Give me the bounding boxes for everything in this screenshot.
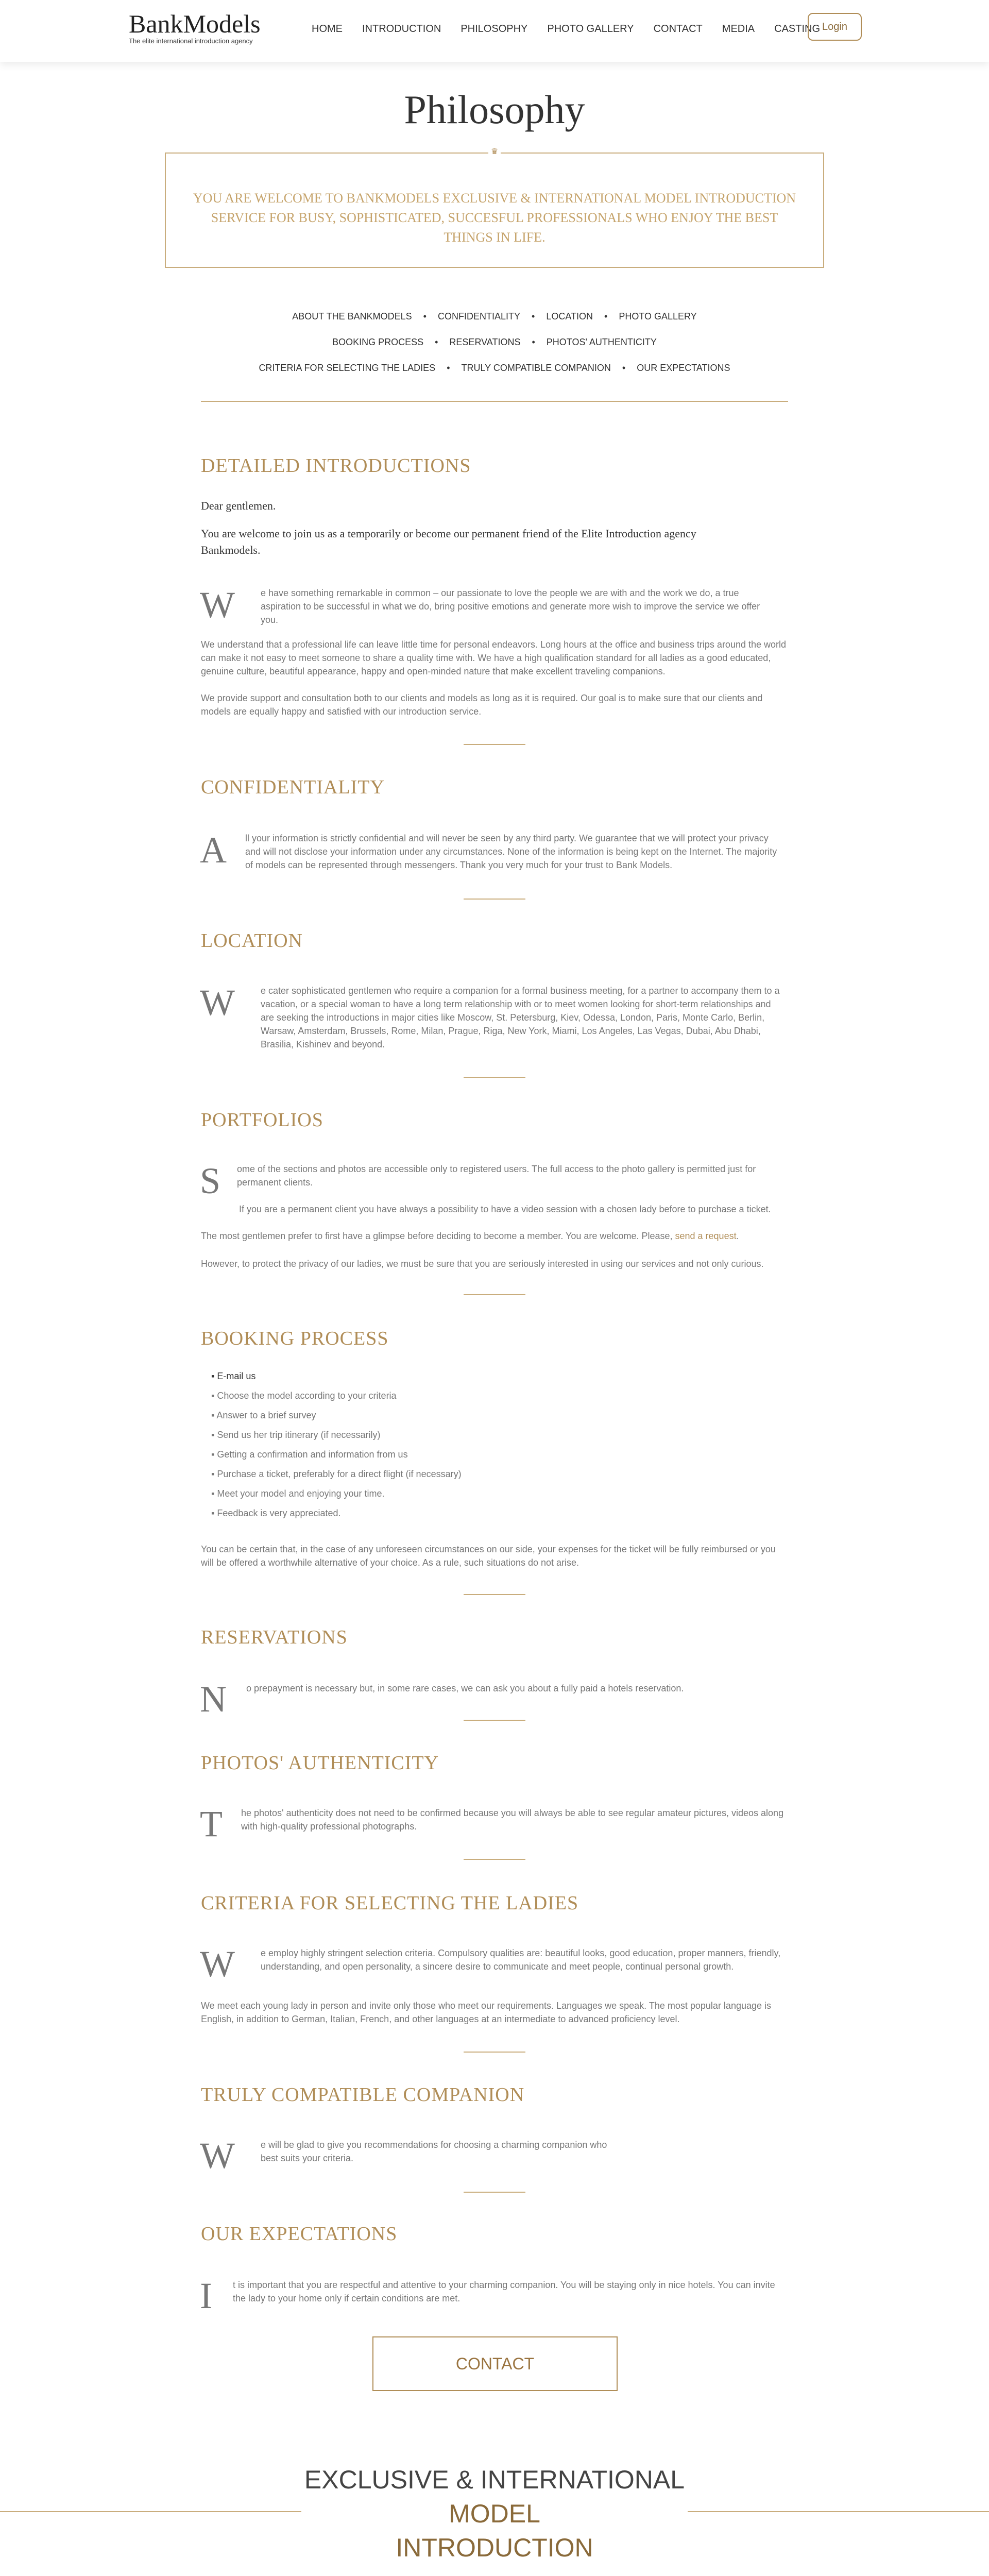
lead-text: You are welcome to join us as a temporarily or become our permanent friend of the Elite Introduction agency Bankmodels. [201,527,696,556]
nav-introduction[interactable]: INTRODUCTION [362,23,441,35]
drop-cap: N [200,1679,227,1720]
nav-home[interactable]: HOME [312,23,343,35]
drop-cap: I [200,2275,212,2316]
paragraph: We provide support and consultation both to our clients and models as long as it is required. Our goal is to make sure that our clients and models are equally happy and satisfied with our introduction service. [201,693,763,717]
section-title-reservations: RESERVATIONS [201,1626,348,1648]
toc-photo-gallery[interactable]: PHOTO GALLERY [619,311,697,321]
paragraph: You can be certain that, in the case of any unforeseen circumstances on our side, your expenses for the ticket will be fully reimbursed or you will be offered a worthwhile alternative of your choice. As a rule, such situations do not arise. [201,1544,776,1568]
list-item-text: Choose the model according to your criteria [217,1391,397,1401]
section-separator [464,2052,525,2053]
paragraph: We meet each young lady in person and invite only those who meet our requirements. Languages we speak. The most popular language is English, in addition to German, Italian, French, and other languages at an intermediate to advanced proficiency level. [201,2001,772,2024]
section-separator [464,1077,525,1078]
list-item: ▪ Choose the model according to your criteria [211,1391,397,1401]
list-item: ▪ E-mail us [211,1371,256,1381]
paragraph: e employ highly stringent selection criteria. Compulsory qualities are: beautiful looks, good education, proper manners, friendly, understanding, and open personality, a sincere desire to communicate and meet people, continual personal growth. [261,1948,781,1972]
bullet-icon: • [532,311,535,321]
site-header [0,0,989,62]
nav-philosophy[interactable]: PHILOSOPHY [461,23,528,35]
section-title-detailed: DETAILED INTRODUCTIONS [201,455,471,477]
bullet-icon: • [447,363,450,373]
drop-cap: A [200,829,227,871]
paragraph: e cater sophisticated gentlemen who require a companion for a formal business meeting, for a partner to accompany them to a vacation, or a special woman to have a long term relationship with or to meet women looking for short-term relationships and are seeking the introductions in major cities like Moscow, St. Petersburg, Kiev, Odessa, London, Paris, Monte Carlo, Berlin, Warsaw, Amsterdam, Brussels, Rome, Milan, Prague, Riga, New York, Miami, Los Angeles, Las Vegas, Dubai, Abu Dhabi, Brasilia, Kishinev and beyond. [261,986,780,1049]
banner-line-3: INTRODUCTION [396,2533,593,2562]
drop-cap: W [200,2135,235,2176]
nav-casting[interactable]: CASTING [774,23,821,35]
list-item: ▪ Answer to a brief survey [211,1410,316,1420]
list-item: ▪ Purchase a ticket, preferably for a direct flight (if necessary) [211,1469,462,1479]
exclusive-banner [0,2463,989,2565]
paragraph: he photos' authenticity does not need to be confirmed because you will always be able to see regular amateur pictures, videos along with high-quality professional photographs. [241,1808,784,1832]
login-button[interactable]: Login [808,13,862,41]
paragraph: However, to protect the privacy of our ladies, we must be sure that you are seriously interested in using our services and not only curious. [201,1259,764,1269]
list-item-text: Purchase a ticket, preferably for a direct flight (if necessary) [217,1469,462,1479]
logo-name: BankModels [129,9,261,38]
crown-icon: ♛ [488,147,501,157]
drop-cap: W [200,1943,235,1985]
paragraph: We understand that a professional life can leave little time for personal endeavors. Long hours at the office and business trips around the world can make it not easy to meet someone to share a quality time with. We have a high qualification standard for all ladies as a good educated, genuine culture, beautiful appearance, happy and open-minded nature that make excellent traveling companions. [201,639,787,676]
paragraph-text: The most gentlemen prefer to first have a glimpse before deciding to become a member. You are welcome. Please, [201,1231,675,1241]
nav-media[interactable]: MEDIA [722,23,755,35]
booking-list [211,1366,462,1523]
drop-cap: S [200,1160,221,1201]
list-item-text: Meet your model and enjoying your time. [217,1488,385,1499]
section-title-companion: TRULY COMPATIBLE COMPANION [201,2084,525,2106]
main-nav [312,23,820,35]
drop-cap: W [200,584,235,625]
paragraph: o prepayment is necessary but, in some rare cases, we can ask you about a fully paid a hotels reservation. [246,1683,684,1693]
toc-confidentiality[interactable]: CONFIDENTIALITY [437,311,520,321]
section-separator [464,1720,525,1721]
paragraph: If you are a permanent client you have always a possibility to have a video session with a chosen lady before to purchase a ticket. [239,1204,771,1214]
page-title: Philosophy [404,87,585,132]
email-us-link[interactable]: E-mail us [217,1371,256,1381]
toc-row-3 [0,363,989,374]
list-item: ▪ Meet your model and enjoying your time. [211,1488,385,1499]
section-separator [464,2192,525,2193]
greeting: Dear gentlemen. [201,499,276,512]
send-request-link[interactable]: send a request [675,1231,737,1241]
nav-photo-gallery[interactable]: PHOTO GALLERY [547,23,634,35]
divider [201,401,788,402]
section-title-expectations: OUR EXPECTATIONS [201,2223,398,2245]
toc-companion[interactable]: TRULY COMPATIBLE COMPANION [461,363,611,373]
contact-button[interactable]: CONTACT [372,2336,618,2391]
paragraph: t is important that you are respectful and attentive to your charming companion. You will be staying only in nice hotels. You can invite the lady to your home only if certain conditions are met. [233,2280,775,2303]
section-title-criteria: CRITERIA FOR SELECTING THE LADIES [201,1892,579,1914]
toc-authenticity[interactable]: PHOTOS' AUTHENTICITY [546,337,657,347]
paragraph: ll your information is strictly confidential and will never be seen by any third party. We guarantee that we will protect your privacy and will not disclose your information under any circumstances. None of the information is being kept on the Internet. The majority of models can be represented through messengers. Thank you very much for your trust to Bank Models. [245,833,777,870]
bullet-icon: • [532,337,535,347]
toc-location[interactable]: LOCATION [546,311,593,321]
bullet-icon: • [604,311,608,321]
list-item-text: Answer to a brief survey [216,1410,316,1420]
toc-row-1 [0,311,989,322]
section-title-booking: BOOKING PROCESS [201,1328,389,1349]
list-item-text: Send us her trip itinerary (if necessarily) [217,1430,381,1440]
bullet-icon: • [435,337,438,347]
section-separator [464,899,525,900]
banner-line-2: MODEL [449,2499,540,2528]
section-separator [464,1859,525,1860]
list-item-text: Feedback is very appreciated. [217,1508,341,1518]
section-separator [464,1594,525,1595]
list-item-text: Getting a confirmation and information from us [217,1449,408,1460]
bullet-icon: • [423,311,427,321]
section-title-authenticity: PHOTOS' AUTHENTICITY [201,1752,439,1774]
drop-cap: W [200,982,235,1023]
logo-tagline: The elite international introduction agency [129,37,253,45]
list-item: ▪ Send us her trip itinerary (if necessarily) [211,1430,381,1440]
toc-criteria[interactable]: CRITERIA FOR SELECTING THE LADIES [259,363,436,373]
toc-reservations[interactable]: RESERVATIONS [449,337,521,347]
paragraph: e have something remarkable in common – our passionate to love the people we are with and the work we do, a true aspiration to be successful in what we do, bring positive emotions and generate more wish to improve the service we offer you. [261,588,760,625]
paragraph [201,1229,788,1243]
nav-contact[interactable]: CONTACT [653,23,703,35]
paragraph: e will be glad to give you recommendations for choosing a charming companion who best suits your criteria. [261,2140,607,2163]
site-logo[interactable] [129,10,261,45]
bullet-icon: • [622,363,626,373]
banner-line-1: EXCLUSIVE & INTERNATIONAL [304,2465,685,2494]
section-title-confidentiality: CONFIDENTIALITY [201,776,385,798]
section-separator [464,1294,525,1295]
paragraph-text: . [736,1231,739,1241]
intro-text: YOU ARE WELCOME TO BANKMODELS EXCLUSIVE & INTERNATIONAL MODEL INTRODUCTION SERVICE FOR BUSY, SOPHISTICATED, SUCCESFUL PROFESSIONALS WHO ENJOY THE BEST THINGS IN LIFE. [193,191,796,245]
toc-expectations[interactable]: OUR EXPECTATIONS [637,363,730,373]
list-item: ▪ Feedback is very appreciated. [211,1508,341,1518]
list-item: ▪ Getting a confirmation and information from us [211,1449,408,1460]
drop-cap: T [200,1803,223,1844]
toc-booking[interactable]: BOOKING PROCESS [332,337,424,347]
section-separator [464,744,525,745]
section-title-portfolios: PORTFOLIOS [201,1109,323,1131]
toc-row-2 [0,337,989,348]
paragraph: ome of the sections and photos are accessible only to registered users. The full access to the photo gallery is permitted just for permanent clients. [237,1164,756,1188]
toc-about[interactable]: ABOUT THE BANKMODELS [292,311,412,321]
section-title-location: LOCATION [201,930,303,952]
